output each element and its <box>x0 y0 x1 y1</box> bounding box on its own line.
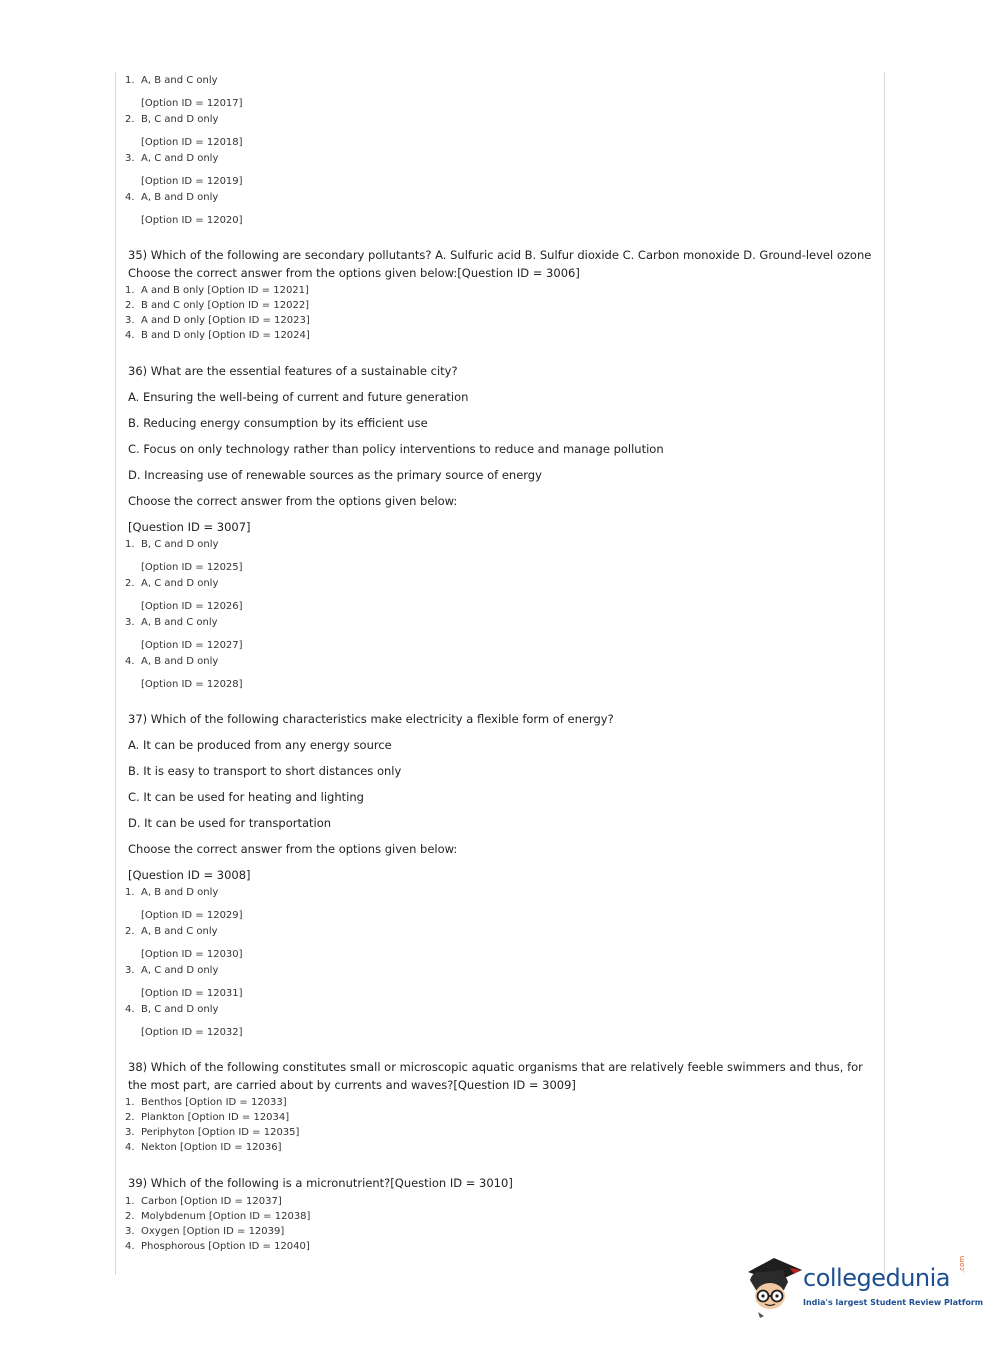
question-id: [Question ID = 3007] <box>128 520 251 534</box>
q36-option-list <box>125 537 243 693</box>
option-item: 2. B and C only [Option ID = 12022] <box>125 300 310 311</box>
brand-tagline: India's largest Student Review Platform <box>803 1298 984 1307</box>
option-item: 4. B and D only [Option ID = 12024] <box>125 330 310 341</box>
option-item: 2. A, C and D only [Option ID = 12026] <box>125 578 243 612</box>
option-item: 2. B, C and D only [Option ID = 12018] <box>125 114 243 148</box>
q39-option-list <box>125 1194 310 1254</box>
statement: B. Reducing energy consumption by its efficient use <box>128 416 428 430</box>
brand-name: collegedunia <box>803 1264 951 1292</box>
option-item: 1. A, B and C only [Option ID = 12017] <box>125 75 243 109</box>
statement: D. Increasing use of renewable sources as the primary source of energy <box>128 468 542 482</box>
option-item: 3. A, C and D only [Option ID = 12019] <box>125 153 243 187</box>
question-35: 35) Which of the following are secondary pollutants? A. Sulfuric acid B. Sulfur dioxide C. Carbon monoxide D. Ground-level ozone Choose the correct answer from the options given below:[Question ID = 3006] <box>128 248 872 280</box>
question-39: 39) Which of the following is a micronutrient?[Question ID = 3010] <box>128 1176 513 1190</box>
option-item: 2. A, B and C only [Option ID = 12030] <box>125 926 243 960</box>
option-item: 4. Phosphorous [Option ID = 12040] <box>125 1241 310 1252</box>
option-item: 2. Plankton [Option ID = 12034] <box>125 1112 290 1123</box>
collegedunia-logo <box>744 1250 984 1320</box>
option-item: 4. A, B and D only [Option ID = 12020] <box>125 192 243 226</box>
option-item: 1. B, C and D only [Option ID = 12025] <box>125 539 243 573</box>
option-item: 3. Oxygen [Option ID = 12039] <box>125 1226 285 1237</box>
statement: D. It can be used for transportation <box>128 816 332 830</box>
question-37: 37) Which of the following characteristics make electricity a flexible form of energy? <box>128 712 614 726</box>
brand-suffix: .com <box>958 1255 966 1273</box>
question-id: [Question ID = 3008] <box>128 868 251 882</box>
q34-option-list <box>125 73 243 229</box>
option-item: 4. B, C and D only [Option ID = 12032] <box>125 1004 243 1038</box>
statement: A. It can be produced from any energy source <box>128 738 392 752</box>
question-36: 36) What are the essential features of a sustainable city? <box>128 364 458 378</box>
mascot-icon <box>744 1250 804 1320</box>
option-item: 1. A, B and D only [Option ID = 12029] <box>125 887 243 921</box>
statement: C. It can be used for heating and lighting <box>128 790 364 804</box>
instruction: Choose the correct answer from the options given below: <box>128 842 458 856</box>
option-item: 4. A, B and D only [Option ID = 12028] <box>125 656 243 690</box>
question-38: 38) Which of the following constitutes small or microscopic aquatic organisms that are relatively feeble swimmers and thus, for the most part, are carried about by currents and waves?[Question ID = 3009] <box>128 1060 863 1092</box>
left-margin-rule <box>115 72 116 1275</box>
q37-option-list <box>125 885 243 1041</box>
option-item: 2. Molybdenum [Option ID = 12038] <box>125 1211 311 1222</box>
option-item: 3. A and D only [Option ID = 12023] <box>125 315 310 326</box>
option-item: 1. Carbon [Option ID = 12037] <box>125 1196 282 1207</box>
statement: C. Focus on only technology rather than policy interventions to reduce and manage pollution <box>128 442 664 456</box>
option-item: 1. Benthos [Option ID = 12033] <box>125 1097 287 1108</box>
statement: A. Ensuring the well-being of current and future generation <box>128 390 469 404</box>
instruction: Choose the correct answer from the options given below: <box>128 494 458 508</box>
q35-option-list <box>125 283 310 343</box>
option-item: 3. Periphyton [Option ID = 12035] <box>125 1127 300 1138</box>
statement: B. It is easy to transport to short distances only <box>128 764 402 778</box>
option-item: 1. A and B only [Option ID = 12021] <box>125 285 309 296</box>
q38-option-list <box>125 1095 299 1155</box>
option-item: 3. A, B and C only [Option ID = 12027] <box>125 617 243 651</box>
right-margin-rule <box>884 72 885 1275</box>
option-item: 3. A, C and D only [Option ID = 12031] <box>125 965 243 999</box>
option-item: 4. Nekton [Option ID = 12036] <box>125 1142 282 1153</box>
